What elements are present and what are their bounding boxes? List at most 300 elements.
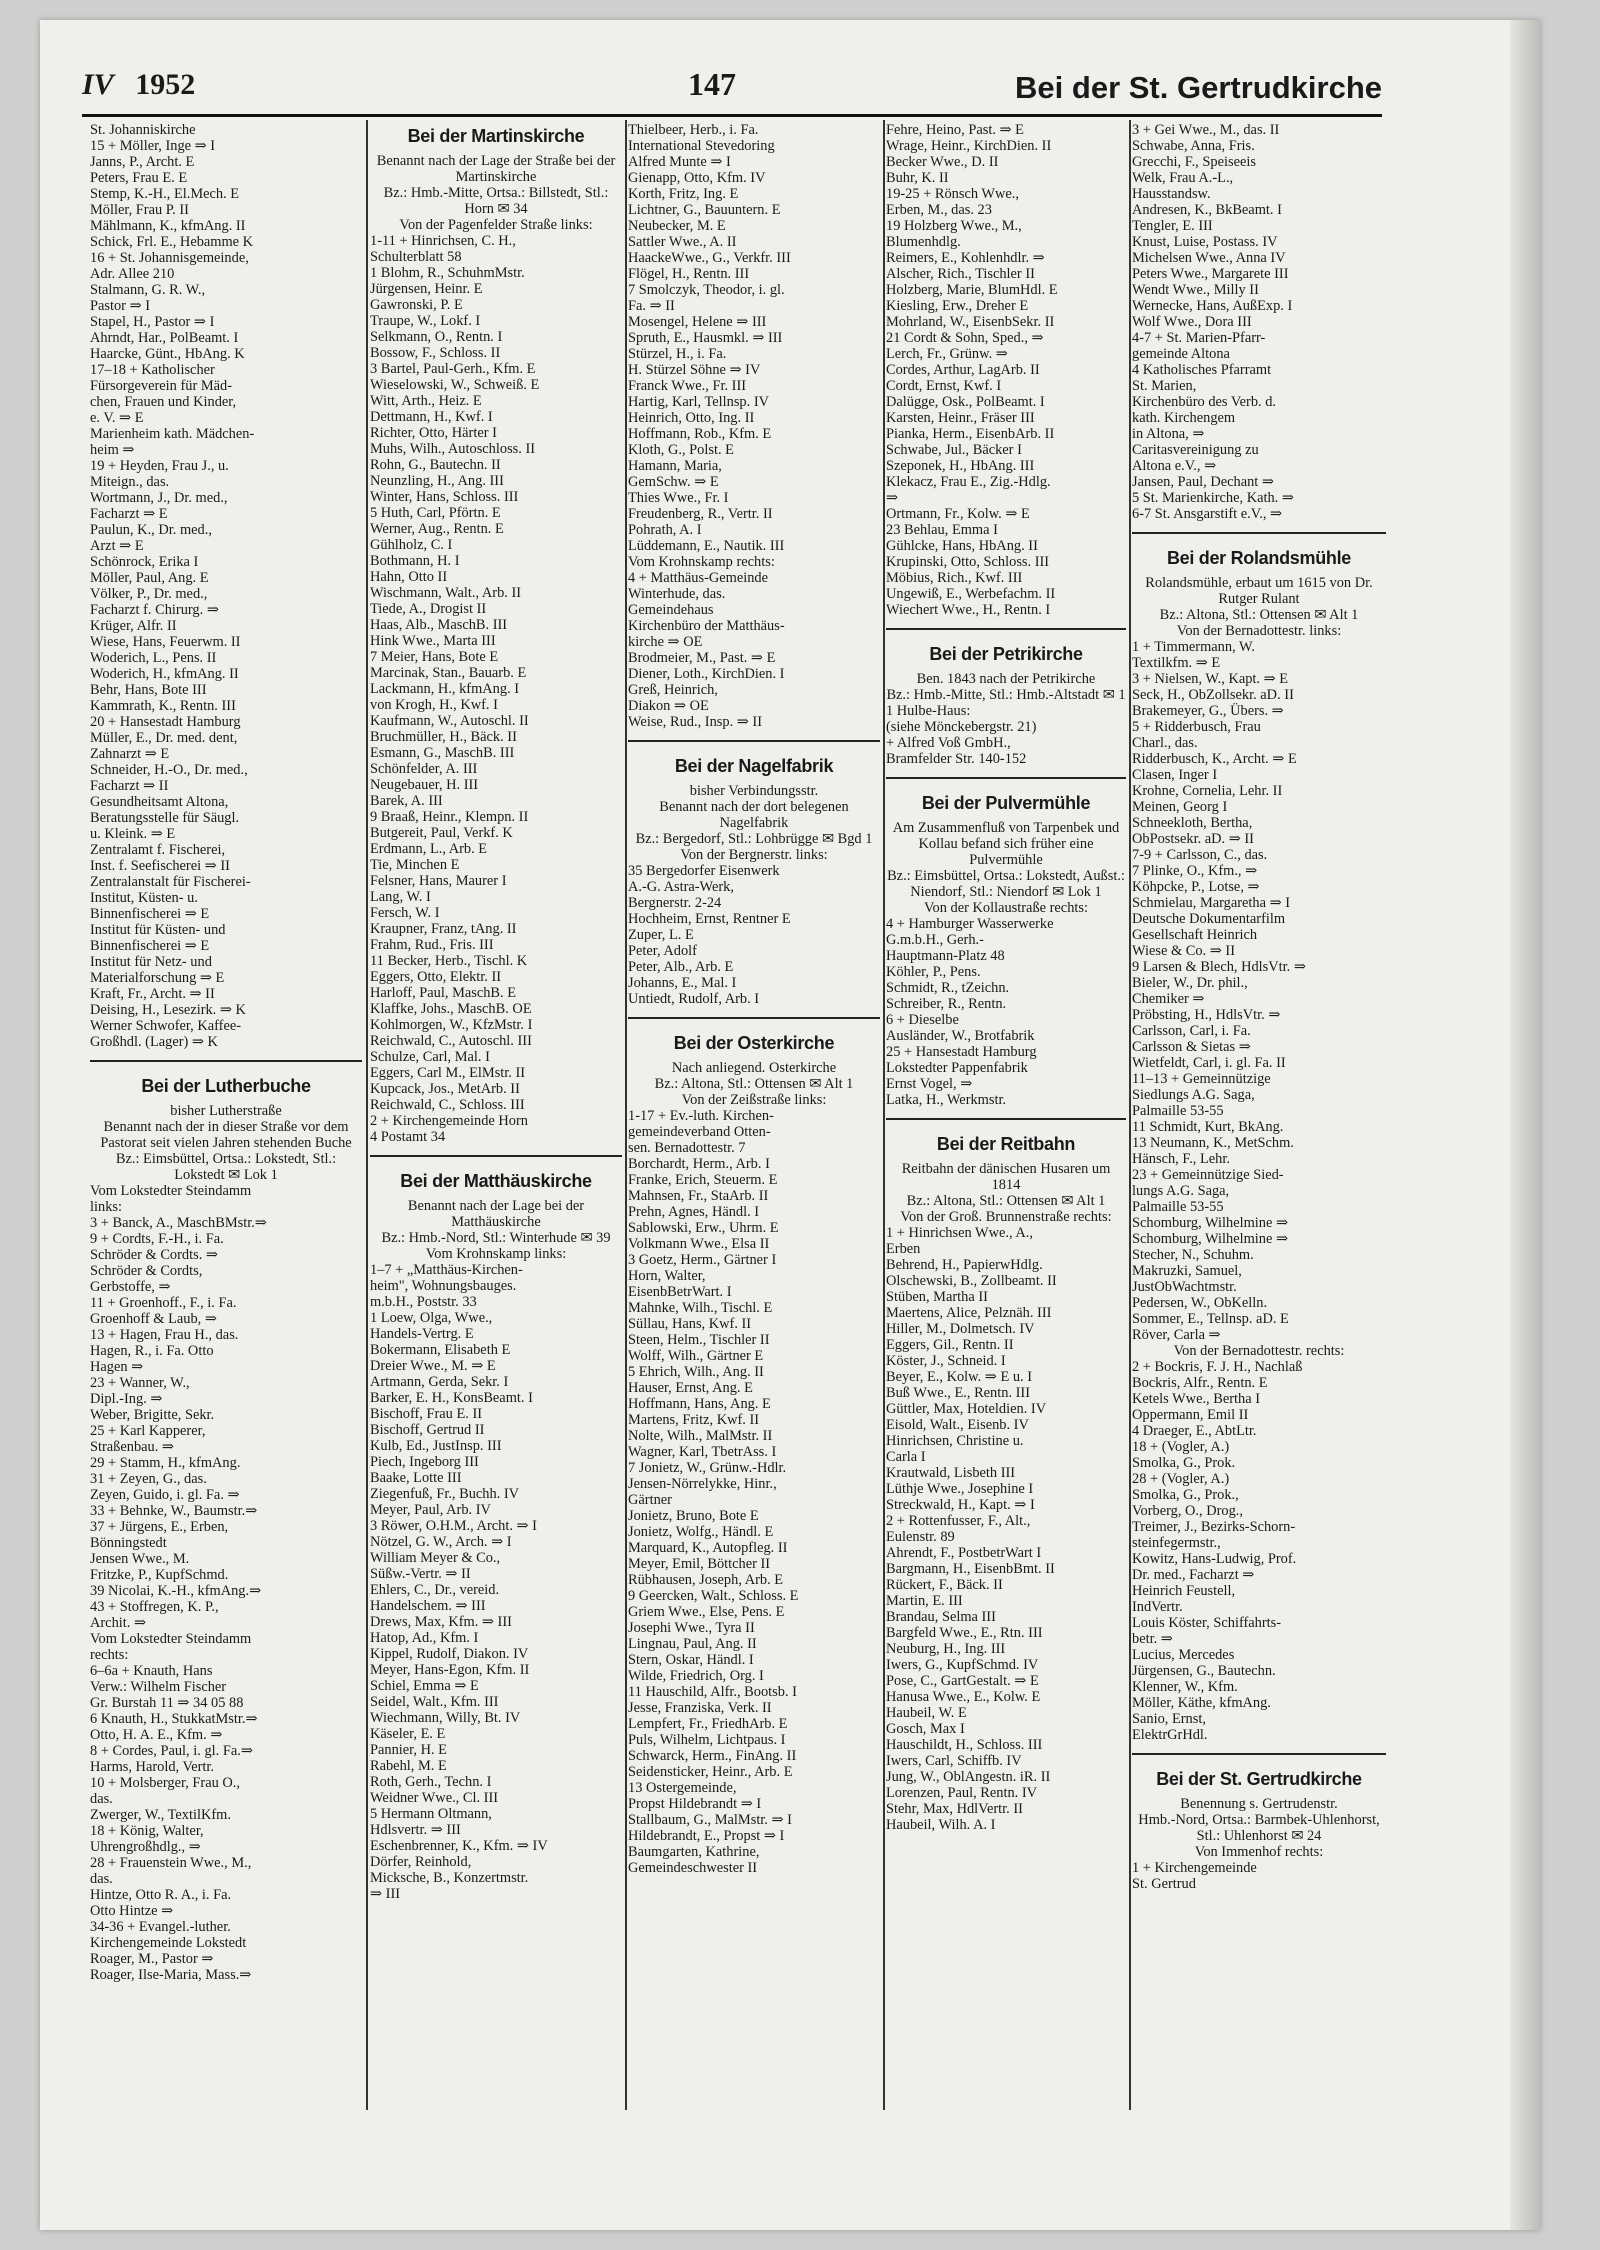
directory-entry: Schwabe, Anna, Fris.	[1132, 138, 1255, 154]
section-note: Benennung s. Gertrudenstr.	[1180, 1796, 1338, 1812]
directory-entry: Gosch, Max I	[886, 1721, 965, 1737]
header-volume-year	[82, 68, 195, 102]
directory-entry: Kulb, Ed., JustInsp. III	[370, 1438, 502, 1454]
directory-entry: Steen, Helm., Tischler II	[628, 1332, 770, 1348]
directory-entry: Stehr, Max, HdlVertr. II	[886, 1801, 1023, 1817]
directory-entry: Roager, M., Pastor ⇒	[90, 1951, 214, 1967]
directory-entry: Becker Wwe., D. II	[886, 154, 999, 170]
directory-entry: Klekacz, Frau E., Zig.-Hdlg.	[886, 474, 1051, 490]
directory-entry: Bockris, Alfr., Rentn. E	[1132, 1375, 1268, 1391]
section-note: bisher Lutherstraße	[170, 1103, 282, 1119]
directory-entry: Krupinski, Otto, Schloss. III	[886, 554, 1050, 570]
directory-entry: 4-7 + St. Marien-Pfarr-	[1132, 330, 1266, 346]
directory-entry: Wiechmann, Willy, Bt. IV	[370, 1710, 521, 1726]
directory-entry: Seidensticker, Heinr., Arb. E	[628, 1764, 793, 1780]
column-3	[628, 122, 880, 2152]
directory-entry: Drews, Max, Kfm. ⇒ III	[370, 1614, 512, 1630]
column-5	[1132, 122, 1386, 2152]
directory-entry: Zentralanstalt für Fischerei-	[90, 874, 251, 890]
directory-entry: Tie, Minchen E	[370, 857, 460, 873]
directory-entry: Bönningstedt	[90, 1535, 167, 1551]
directory-entry: Altona e.V., ⇒	[1132, 458, 1217, 474]
directory-entry: Hoffmann, Hans, Ang. E	[628, 1396, 771, 1412]
directory-entry: (siehe Mönckebergstr. 21)	[886, 719, 1037, 735]
directory-entry: Kupcack, Jos., MetArb. II	[370, 1081, 520, 1097]
directory-entry: Charl., das.	[1132, 735, 1198, 751]
directory-entry: Diener, Loth., KirchDien. I	[628, 666, 785, 682]
directory-entry: Bischoff, Gertrud II	[370, 1422, 485, 1438]
directory-entry: Hausstandsw.	[1132, 186, 1211, 202]
directory-entry: Michelsen Wwe., Anna IV	[1132, 250, 1286, 266]
directory-entry: Meyer, Emil, Böttcher II	[628, 1556, 771, 1572]
page-edge-shadow	[1510, 20, 1540, 2230]
directory-entry: 4 + Hamburger Wasserwerke	[886, 916, 1054, 932]
directory-entry: Tiede, A., Drogist II	[370, 601, 487, 617]
section-note: Bz.: Altona, Stl.: Ottensen ✉ Alt 1	[1159, 607, 1359, 623]
section-note: Vom Krohnskamp links:	[425, 1246, 567, 1262]
directory-entry: 25 + Hansestadt Hamburg	[886, 1044, 1037, 1060]
directory-entry: Schick, Frl. E., Hebamme K	[90, 234, 254, 250]
directory-entry: Sattler Wwe., A. II	[628, 234, 737, 250]
section-note: Benannt nach der Lage der Straße bei der Martinskirche	[376, 153, 616, 185]
directory-entry: Knust, Luise, Postass. IV	[1132, 234, 1278, 250]
directory-entry: Vom Krohnskamp rechts:	[628, 554, 775, 570]
directory-entry: Facharzt f. Chirurg. ⇒	[90, 602, 219, 618]
directory-entry: Flögel, H., Rentn. III	[628, 266, 750, 282]
directory-entry: Schmidt, R., tZeichn.	[886, 980, 1010, 996]
directory-entry: Stern, Oskar, Händl. I	[628, 1652, 754, 1668]
directory-entry: Hagen ⇒	[90, 1359, 144, 1375]
directory-entry: Werner Schwofer, Kaffee-	[90, 1018, 242, 1034]
directory-entry: Groenhoff & Laub, ⇒	[90, 1311, 217, 1327]
section-note: Von der Zeißstraße links:	[681, 1092, 827, 1108]
directory-entry: 1–7 + „Matthäus-Kirchen-	[370, 1262, 523, 1278]
directory-entry: Lichtner, G., Bauuntern. E	[628, 202, 781, 218]
directory-entry: 11 Hauschild, Alfr., Bootsb. I	[628, 1684, 797, 1700]
directory-entry: Kraft, Fr., Archt. ⇒ II	[90, 986, 215, 1002]
directory-entry: Wietfeldt, Carl, i. gl. Fa. II	[1132, 1055, 1286, 1071]
directory-entry: heim ⇒	[90, 442, 135, 458]
directory-entry: Andresen, K., BkBeamt. I	[1132, 202, 1282, 218]
directory-entry: Chemiker ⇒	[1132, 991, 1205, 1007]
directory-entry: Carla I	[886, 1449, 926, 1465]
directory-entry: lungs A.G. Saga,	[1132, 1183, 1230, 1199]
directory-entry: 3 + Banck, A., MaschBMstr.⇒	[90, 1215, 267, 1231]
directory-entry: 9 Geercken, Walt., Schloss. E	[628, 1588, 799, 1604]
directory-entry: Baake, Lotte III	[370, 1470, 462, 1486]
directory-entry: 13 + Hagen, Frau H., das.	[90, 1327, 239, 1343]
directory-entry: Propst Hildebrandt ⇒ I	[628, 1796, 762, 1812]
column-1	[90, 122, 362, 2152]
directory-entry: 5 + Ridderbusch, Frau	[1132, 719, 1261, 735]
directory-entry: Hanusa Wwe., E., Kolw. E	[886, 1689, 1041, 1705]
column-4	[886, 122, 1126, 2152]
directory-entry: Makruzki, Samuel,	[1132, 1263, 1242, 1279]
directory-entry: 16 + St. Johannisgemeinde,	[90, 250, 249, 266]
section-title: Bei der Petrikirche	[886, 628, 1126, 665]
directory-entry: Kiesling, Erw., Dreher E	[886, 298, 1029, 314]
directory-entry: Piech, Ingeborg III	[370, 1454, 479, 1470]
directory-entry: Hildebrandt, E., Propst ⇒ I	[628, 1828, 785, 1844]
directory-entry: 37 + Jürgens, E., Erben,	[90, 1519, 229, 1535]
directory-entry: Institut, Küsten- u.	[90, 890, 198, 906]
directory-entry: Hochheim, Ernst, Rentner E	[628, 911, 791, 927]
directory-entry: Seck, H., ObZollsekr. aD. II	[1132, 687, 1294, 703]
directory-entry: ObPostsekr. aD. ⇒ II	[1132, 831, 1254, 847]
directory-entry: Peter, Alb., Arb. E	[628, 959, 734, 975]
directory-entry: Pose, C., GartGestalt. ⇒ E	[886, 1673, 1039, 1689]
directory-entry: 31 + Zeyen, G., das.	[90, 1471, 207, 1487]
directory-entry: 4 Katholisches Pfarramt	[1132, 362, 1272, 378]
section-title: Bei der Reitbahn	[886, 1118, 1126, 1155]
directory-entry: Deutsche Dokumentarfilm	[1132, 911, 1286, 927]
directory-entry: Schulterblatt 58	[370, 249, 462, 265]
directory-entry: Haas, Alb., MaschB. III	[370, 617, 508, 633]
directory-entry: Dipl.-Ing. ⇒	[90, 1391, 163, 1407]
directory-entry: 9 Braaß, Heinr., Klempn. II	[370, 809, 529, 825]
directory-entry: 3 Bartel, Paul-Gerh., Kfm. E	[370, 361, 536, 377]
directory-entry: Wortmann, J., Dr. med.,	[90, 490, 228, 506]
directory-entry: Gemeindeschwester II	[628, 1860, 758, 1876]
section-note: Benannt nach der dort belegenen Nagelfabrik	[659, 799, 849, 831]
directory-entry: Dalügge, Osk., PolBeamt. I	[886, 394, 1045, 410]
directory-entry: Behrend, H., PapierwHdlg.	[886, 1257, 1043, 1273]
directory-entry: Institut für Küsten- und	[90, 922, 226, 938]
page-header	[82, 62, 1382, 117]
directory-entry: Maertens, Alice, Pelznäh. III	[886, 1305, 1052, 1321]
directory-entry: Pedersen, W., ObKelln.	[1132, 1295, 1268, 1311]
directory-entry: Schiel, Emma ⇒ E	[370, 1678, 479, 1694]
directory-entry: Oppermann, Emil II	[1132, 1407, 1249, 1423]
directory-entry: Beratungsstelle für Säugl.	[90, 810, 240, 826]
directory-entry: Fersch, W. I	[370, 905, 440, 921]
directory-entry: Iwers, G., KupfSchmd. IV	[886, 1657, 1039, 1673]
section-note: Bz.: Eimsbüttel, Ortsa.: Lokstedt, Außst.: Niendorf, Stl.: Niendorf ✉ Lok 1	[887, 868, 1125, 900]
directory-entry: Winterhude, das.	[628, 586, 726, 602]
directory-entry: 1 + Kirchengemeinde	[1132, 1860, 1257, 1876]
section-title: Bei der Lutherbuche	[90, 1060, 362, 1097]
directory-entry: sen. Bernadottestr. 7	[628, 1140, 746, 1156]
directory-entry: Lerch, Fr., Grünw. ⇒	[886, 346, 1008, 362]
directory-entry: Beyer, E., Kolw. ⇒ E u. I	[886, 1369, 1033, 1385]
directory-entry: Sanio, Ernst,	[1132, 1711, 1206, 1727]
section-note: Bz.: Eimsbüttel, Ortsa.: Lokstedt, Stl.: Lokstedt ✉ Lok 1	[115, 1151, 337, 1183]
directory-entry: Frahm, Rud., Fris. III	[370, 937, 494, 953]
directory-entry: Jürgensen, Heinr. E	[370, 281, 483, 297]
section-note: Benannt nach der Lage bei der Matthäuskirche	[407, 1198, 585, 1230]
directory-entry: Korth, Fritz, Ing. E	[628, 186, 739, 202]
directory-entry: Handelschem. ⇒ III	[370, 1598, 486, 1614]
directory-entry: Haarcke, Günt., HbAng. K	[90, 346, 245, 362]
directory-entry: Thies Wwe., Fr. I	[628, 490, 729, 506]
directory-entry: 28 + Frauenstein Wwe., M.,	[90, 1855, 252, 1871]
directory-entry: Hartig, Karl, Tellnsp. IV	[628, 394, 770, 410]
directory-entry: 1-11 + Hinrichsen, C. H.,	[370, 233, 516, 249]
directory-entry: gemeindeverband Otten-	[628, 1124, 771, 1140]
directory-entry: ⇒	[886, 490, 899, 506]
directory-entry: Neunzling, H., Ang. III	[370, 473, 504, 489]
directory-entry: Schneekloth, Bertha,	[1132, 815, 1253, 831]
directory-entry: Reimers, E., Kohlenhdlr. ⇒	[886, 250, 1045, 266]
directory-entry: Hauptmann-Platz 48	[886, 948, 1005, 964]
directory-entry: 3 Röwer, O.H.M., Archt. ⇒ I	[370, 1518, 537, 1534]
section-note: Von der Pagenfelder Straße links:	[399, 217, 593, 233]
directory-entry: 33 + Behnke, W., Baumstr.⇒	[90, 1503, 258, 1519]
directory-entry: Lüthje Wwe., Josephine I	[886, 1481, 1034, 1497]
directory-entry: Köhler, P., Pens.	[886, 964, 981, 980]
directory-entry: 1 + Timmermann, W.	[1132, 639, 1255, 655]
directory-entry: betr. ⇒	[1132, 1631, 1173, 1647]
directory-entry: Dettmann, H., Kwf. I	[370, 409, 493, 425]
directory-entry: Wiese & Co. ⇒ II	[1132, 943, 1235, 959]
section-title: Bei der St. Gertrudkirche	[1132, 1753, 1386, 1790]
directory-entry: Wieselowski, W., Schweiß. E	[370, 377, 540, 393]
directory-entry: Wiechert Wwe., H., Rentn. I	[886, 602, 1051, 618]
directory-entry: Kohlmorgen, W., KfzMstr. I	[370, 1017, 533, 1033]
directory-entry: Schwabe, Jul., Bäcker I	[886, 442, 1022, 458]
directory-entry: Esmann, G., MaschB. III	[370, 745, 515, 761]
directory-entry: Straßenbau. ⇒	[90, 1439, 174, 1455]
directory-entry: Lüddemann, E., Nautik. III	[628, 538, 785, 554]
directory-entry: Krautwald, Lisbeth III	[886, 1465, 1016, 1481]
directory-entry: EisenbBetrWart. I	[628, 1284, 732, 1300]
directory-entry: Weidner Wwe., Cl. III	[370, 1790, 499, 1806]
section-note: Am Zusammenfluß von Tarpenbek und Kollau befand sich früher eine Pulvermühle	[892, 820, 1120, 868]
directory-entry: Werner, Aug., Rentn. E	[370, 521, 504, 537]
directory-entry: Ortmann, Fr., Kolw. ⇒ E	[886, 506, 1030, 522]
directory-entry: Fürsorgeverein für Mäd-	[90, 378, 233, 394]
directory-entry: Mahnsen, Fr., StaArb. II	[628, 1188, 769, 1204]
directory-entry: 20 + Hansestadt Hamburg	[90, 714, 241, 730]
directory-entry: Cordt, Ernst, Kwf. I	[886, 378, 1002, 394]
directory-entry: Siedlungs A.G. Saga,	[1132, 1087, 1255, 1103]
directory-entry: Schröder & Cordts. ⇒	[90, 1247, 218, 1263]
directory-entry: Lorenzen, Paul, Rentn. IV	[886, 1785, 1038, 1801]
directory-entry: Micksche, B., Konzertmstr.	[370, 1870, 529, 1886]
section-title: Bei der Nagelfabrik	[628, 740, 880, 777]
directory-entry: 7 Meier, Hans, Bote E	[370, 649, 499, 665]
directory-entry: Brakemeyer, G., Übers. ⇒	[1132, 703, 1284, 719]
directory-entry: 13 Ostergemeinde,	[628, 1780, 737, 1796]
directory-entry: Jürgensen, G., Bautechn.	[1132, 1663, 1276, 1679]
directory-entry: 13 Neumann, K., MetSchm.	[1132, 1135, 1294, 1151]
directory-entry: Jung, W., OblAngestn. iR. II	[886, 1769, 1051, 1785]
directory-entry: Palmaille 53-55	[1132, 1103, 1224, 1119]
directory-entry: Deising, H., Lesezirk. ⇒ K	[90, 1002, 246, 1018]
directory-entry: Zuper, L. E	[628, 927, 694, 943]
directory-entry: Smolka, G., Prok.,	[1132, 1487, 1239, 1503]
directory-entry: Cordes, Arthur, LagArb. II	[886, 362, 1040, 378]
directory-entry: Hatop, Ad., Kfm. I	[370, 1630, 479, 1646]
directory-entry: Felsner, Hans, Maurer I	[370, 873, 507, 889]
running-title: Bei der St. Gertrudkirche	[1015, 70, 1382, 105]
section-title: Bei der Pulvermühle	[886, 777, 1126, 814]
directory-entry: Lokstedter Pappenfabrik	[886, 1060, 1028, 1076]
directory-entry: Handels-Vertrg. E	[370, 1326, 474, 1342]
directory-entry: Wischmann, Walt., Arb. II	[370, 585, 522, 601]
directory-entry: A.-G. Astra-Werk,	[628, 879, 734, 895]
directory-entry: 6–6a + Knauth, Hans	[90, 1663, 213, 1679]
directory-entry: Vom Lokstedter Steindamm	[90, 1183, 252, 1199]
directory-entry: Buß Wwe., E., Rentn. III	[886, 1385, 1031, 1401]
directory-entry: IndVertr.	[1132, 1599, 1183, 1615]
directory-entry: Ridderbusch, K., Archt. ⇒ E	[1132, 751, 1297, 767]
column-2	[370, 122, 622, 2152]
directory-entry: Sommer, E., Tellnsp. aD. E	[1132, 1311, 1289, 1327]
directory-entry: Ziegenfuß, Fr., Buchh. IV	[370, 1486, 520, 1502]
directory-entry: Klenner, W., Kfm.	[1132, 1679, 1238, 1695]
directory-entry: Mahnke, Wilh., Tischl. E	[628, 1300, 773, 1316]
directory-entry: 4 + Matthäus-Gemeinde	[628, 570, 768, 586]
directory-entry: Schmielau, Margaretha ⇒ I	[1132, 895, 1291, 911]
directory-entry: Stapel, H., Pastor ⇒ I	[90, 314, 215, 330]
directory-entry: Wernecke, Hans, AußExp. I	[1132, 298, 1293, 314]
directory-entry: Kirchenbüro des Verb. d.	[1132, 394, 1277, 410]
directory-entry: 23 + Wanner, W.,	[90, 1375, 190, 1391]
directory-entry: Eschenbrenner, K., Kfm. ⇒ IV	[370, 1838, 548, 1854]
directory-entry: Barek, A. III	[370, 793, 443, 809]
column-divider	[1129, 120, 1131, 2110]
volume-label: IV	[82, 68, 114, 101]
directory-entry: Inst. f. Seefischerei ⇒ II	[90, 858, 230, 874]
section-title: Bei der Martinskirche	[407, 126, 585, 146]
directory-entry: Gemeindehaus	[628, 602, 714, 618]
directory-entry: steinfegermstr.,	[1132, 1535, 1221, 1551]
directory-entry: Hoffmann, Rob., Kfm. E	[628, 426, 772, 442]
directory-entry: Stüben, Martha II	[886, 1289, 988, 1305]
directory-entry: Nolte, Wilh., MalMstr. II	[628, 1428, 773, 1444]
directory-entry: Spruth, E., Hausmkl. ⇒ III	[628, 330, 783, 346]
directory-entry: Institut für Netz- und	[90, 954, 212, 970]
directory-entry: Roth, Gerh., Techn. I	[370, 1774, 492, 1790]
directory-entry: 4 Draeger, E., AbtLtr.	[1132, 1423, 1257, 1439]
directory-entry: Volkmann Wwe., Elsa II	[628, 1236, 770, 1252]
directory-entry: Otto, H. A. E., Kfm. ⇒	[90, 1727, 223, 1743]
directory-entry: Bischoff, Frau E. II	[370, 1406, 483, 1422]
directory-entry: Horn, Walter,	[628, 1268, 706, 1284]
directory-entry: Butgereit, Paul, Verkf. K	[370, 825, 513, 841]
directory-entry: Eggers, Gil., Rentn. II	[886, 1337, 1014, 1353]
directory-entry: 25 + Karl Kapperer,	[90, 1423, 206, 1439]
directory-entry: Käseler, E. E	[370, 1726, 446, 1742]
directory-entry: Lingnau, Paul, Ang. II	[628, 1636, 757, 1652]
directory-entry: 5 Huth, Carl, Pförtn. E	[370, 505, 501, 521]
directory-entry: Karsten, Heinr., Fräser III	[886, 410, 1035, 426]
directory-entry: Zahnarzt ⇒ E	[90, 746, 170, 762]
directory-entry: Louis Köster, Schiffahrts-	[1132, 1615, 1282, 1631]
directory-entry: Weise, Rud., Insp. ⇒ II	[628, 714, 762, 730]
section-note: Reitbahn der dänischen Husaren um 1814	[901, 1161, 1111, 1193]
directory-entry: HaackeWwe., G., Verkfr. III	[628, 250, 791, 266]
directory-entry: Meyer, Hans-Egon, Kfm. II	[370, 1662, 530, 1678]
directory-entry: Baumgarten, Kathrine,	[628, 1844, 760, 1860]
directory-entry: Winter, Hans, Schloss. III	[370, 489, 519, 505]
directory-entry: Clasen, Inger I	[1132, 767, 1218, 783]
directory-entry: Haubeil, W. E	[886, 1705, 967, 1721]
directory-entry: JustObWachtmstr.	[1132, 1279, 1237, 1295]
directory-entry: Kirchenbüro der Matthäus-	[628, 618, 785, 634]
directory-entry: Binnenfischerei ⇒ E	[90, 906, 210, 922]
directory-entry: Bokermann, Elisabeth E	[370, 1342, 511, 1358]
directory-entry: Martens, Fritz, Kwf. II	[628, 1412, 760, 1428]
directory-entry: Janns, P., Archt. E	[90, 154, 195, 170]
directory-entry: Gühlholz, C. I	[370, 537, 453, 553]
directory-entry: 6-7 St. Ansgarstift e.V., ⇒	[1132, 506, 1283, 522]
directory-entry: Zwerger, W., TextilKfm.	[90, 1807, 231, 1823]
directory-entry: 29 + Stamm, H., kfmAng.	[90, 1455, 241, 1471]
directory-entry: 5 St. Marienkirche, Kath. ⇒	[1132, 490, 1294, 506]
directory-entry: Wagner, Karl, TbetrAss. I	[628, 1444, 777, 1460]
directory-entry: Caritasvereinigung zu	[1132, 442, 1259, 458]
directory-entry: Müller, E., Dr. med. dent,	[90, 730, 238, 746]
directory-entry: gemeinde Altona	[1132, 346, 1230, 362]
section-note: Benannt nach der in dieser Straße vor dem Pastorat seit vielen Jahren stehenden Buche	[100, 1119, 352, 1151]
directory-entry: Hintze, Otto R. A., i. Fa.	[90, 1887, 232, 1903]
directory-entry: Wrage, Heinr., KirchDien. II	[886, 138, 1052, 154]
directory-entry: Ernst Vogel, ⇒	[886, 1076, 973, 1092]
directory-entry: Eggers, Otto, Elektr. II	[370, 969, 502, 985]
directory-entry: Binnenfischerei ⇒ E	[90, 938, 210, 954]
directory-entry: Schomburg, Wilhelmine ⇒	[1132, 1215, 1289, 1231]
directory-entry: Zentralamt f. Fischerei,	[90, 842, 226, 858]
directory-entry: Pannier, H. E	[370, 1742, 447, 1758]
directory-entry: 19 + Heyden, Frau J., u.	[90, 458, 229, 474]
directory-entry: Möller, Käthe, kfmAng.	[1132, 1695, 1271, 1711]
directory-entry: Kippel, Rudolf, Diakon. IV	[370, 1646, 529, 1662]
directory-entry: Paulun, K., Dr. med.,	[90, 522, 212, 538]
directory-entry: Harms, Harold, Vertr.	[90, 1759, 215, 1775]
directory-entry: Holzberg, Marie, BlumHdl. E	[886, 282, 1058, 298]
directory-entry: Reichwald, C., Schloss. III	[370, 1097, 525, 1113]
directory-entry: Thielbeer, Herb., i. Fa.	[628, 122, 759, 138]
directory-entry: Bergnerstr. 2-24	[628, 895, 722, 911]
directory-entry: Möller, Frau P. II	[90, 202, 189, 218]
directory-entry: 5 Ehrich, Wilh., Ang. II	[628, 1364, 764, 1380]
directory-entry: Carlsson, Carl, i. Fa.	[1132, 1023, 1251, 1039]
directory-entry: 8 + Cordes, Paul, i. gl. Fa.⇒	[90, 1743, 253, 1759]
directory-entry: Vorberg, O., Drog.,	[1132, 1503, 1243, 1519]
directory-entry: 23 Behlau, Emma I	[886, 522, 998, 538]
directory-entry: das.	[90, 1791, 113, 1807]
directory-entry: Treimer, J., Bezirks-Schorn-	[1132, 1519, 1296, 1535]
directory-entry: Wendt Wwe., Milly II	[1132, 282, 1259, 298]
directory-entry: Jansen, Paul, Dechant ⇒	[1132, 474, 1274, 490]
directory-entry: 23 + Gemeinnützige Sied-	[1132, 1167, 1284, 1183]
directory-entry: Peter, Adolf	[628, 943, 697, 959]
directory-entry: Neuburg, H., Ing. III	[886, 1641, 1006, 1657]
section-note: Nach anliegend. Osterkirche	[671, 1060, 837, 1076]
directory-entry: links:	[90, 1199, 122, 1215]
directory-entry: Schneider, H.-O., Dr. med.,	[90, 762, 248, 778]
column-divider	[883, 120, 885, 2110]
directory-entry: Bramfelder Str. 140-152	[886, 751, 1027, 767]
section-note: Rolandsmühle, erbaut um 1615 von Dr. Rutger Rulant	[1145, 575, 1373, 607]
directory-entry: 19-25 + Rönsch Wwe.,	[886, 186, 1019, 202]
directory-entry: Ungewiß, E., Werbefachm. II	[886, 586, 1056, 602]
directory-entry: in Altona, ⇒	[1132, 426, 1205, 442]
directory-entry: Süllau, Hans, Kwf. II	[628, 1316, 752, 1332]
directory-entry: Gerbstoffe, ⇒	[90, 1279, 171, 1295]
directory-entry: 19 Holzberg Wwe., M.,	[886, 218, 1022, 234]
directory-entry: Schönrock, Erika I	[90, 554, 199, 570]
section-note: Bz.: Bergedorf, Stl.: Lohbrügge ✉ Bgd 1	[635, 831, 873, 847]
directory-entry: Kowitz, Hans-Ludwig, Prof.	[1132, 1551, 1297, 1567]
directory-entry: Heinrich, Otto, Ing. II	[628, 410, 755, 426]
directory-entry: Blumenhdlg.	[886, 234, 961, 250]
directory-entry: Gawronski, P. E	[370, 297, 463, 313]
directory-entry: Facharzt ⇒ E	[90, 506, 168, 522]
directory-entry: Marcinak, Stan., Bauarb. E	[370, 665, 527, 681]
